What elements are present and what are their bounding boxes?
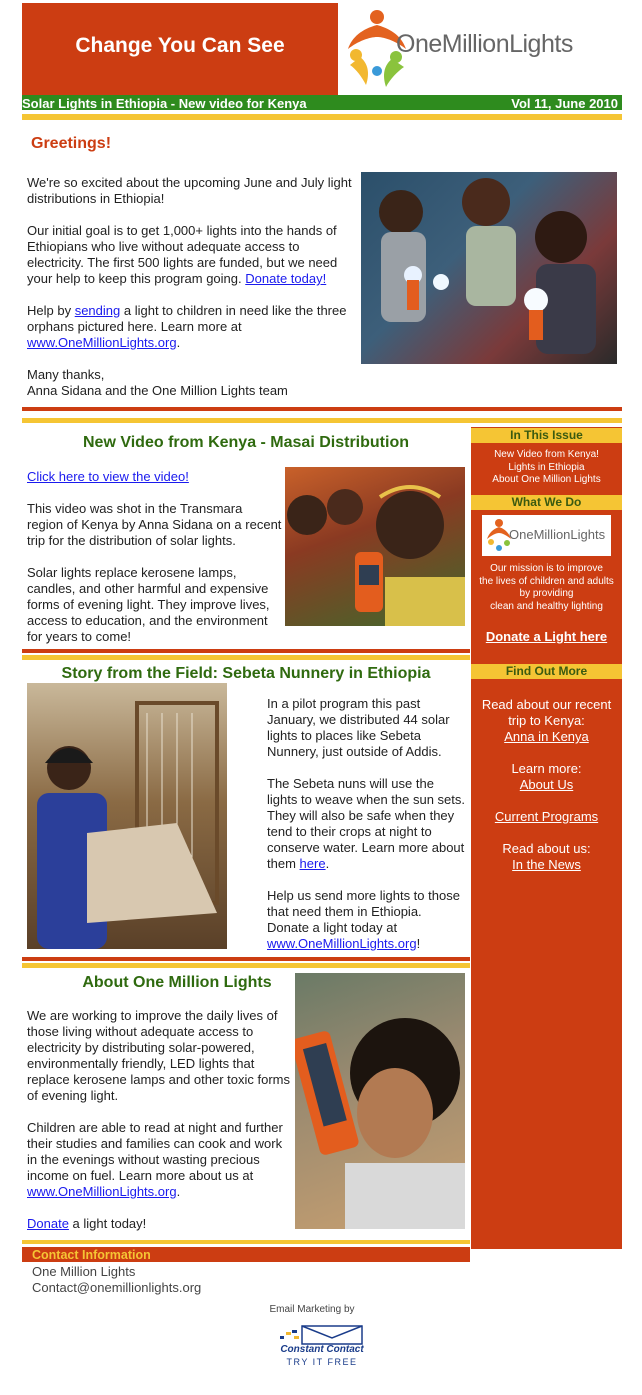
- about-section-title: About One Million Lights: [82, 974, 272, 991]
- greetings-p1: We're so excited about the upcoming June and July light distributions in Ethiopia!: [27, 175, 352, 206]
- divider: [22, 114, 622, 120]
- sidebar-logo: [482, 515, 611, 556]
- read-about-text: Read about us:: [502, 841, 591, 856]
- about-p2: Children are able to read at night and further their studies and families can cook and work in the evenings without wasting precious income on fuel. Learn more about us at www.OneMillionLights.org.: [27, 1120, 283, 1199]
- issue-item[interactable]: New Video from Kenya!: [494, 449, 599, 460]
- logo-text: OneMillionLights: [396, 30, 573, 58]
- girl-with-light-photo: [295, 973, 465, 1229]
- greetings-p2: Our initial goal is to get 1,000+ lights into the hands of Ethiopians who live without adequate access to electricity. The first 500 lights are funded, but we need your help to keep this program going. Donate today!: [27, 223, 338, 286]
- divider: [22, 649, 470, 653]
- girl-reading-image: [295, 973, 465, 1229]
- sidebar-logo-text: OneMillionLights: [509, 527, 606, 542]
- anna-in-kenya-link[interactable]: Anna in Kenya: [504, 729, 589, 744]
- in-the-news-link[interactable]: In the News: [512, 857, 581, 872]
- about-p3: Donate a light today!: [27, 1216, 147, 1231]
- constant-contact-brand: Constant Contact: [280, 1344, 364, 1355]
- contact-heading: Contact Information: [32, 1248, 151, 1262]
- contact-org: One Million Lights: [32, 1264, 136, 1279]
- about-us-link[interactable]: About Us: [519, 777, 574, 792]
- divider: [22, 407, 622, 411]
- donate-light-link[interactable]: Donate a Light here: [485, 629, 608, 644]
- divider: [22, 655, 470, 660]
- greetings-p3: Help by sending a light to children in need like the three orphans pictured here. Learn more at www.OneMillionLights.org.: [27, 303, 347, 350]
- view-video-link[interactable]: Click here to view the video!: [27, 469, 189, 484]
- email-marketing-text: Email Marketing by: [269, 1304, 355, 1315]
- issue-list: [471, 449, 622, 487]
- kenya-body: [27, 469, 282, 645]
- divider: [22, 963, 470, 968]
- masai-girls-image: [285, 467, 465, 626]
- donate-today-link[interactable]: Donate today!: [245, 271, 327, 286]
- kenya-section-title: New Video from Kenya - Masai Distribution: [83, 434, 409, 451]
- issue-volume: Vol 11, June 2010: [511, 96, 618, 111]
- kenya-p2: Solar lights replace kerosene lamps, candles, and other harmful and expensive forms of evening light. They improve lives, access to education, and the environment for years to come!: [27, 565, 270, 644]
- signature-line2: Anna Sidana and the One Million Lights team: [27, 383, 288, 398]
- donate-light-container: [471, 629, 622, 644]
- nun-weaving-image: [27, 683, 227, 949]
- try-it-free-text: TRY IT FREE: [286, 1357, 358, 1367]
- greetings-title: Greetings!: [31, 135, 112, 152]
- current-programs-link[interactable]: Current Programs: [494, 809, 599, 824]
- learn-more-text: Learn more:: [511, 761, 582, 776]
- website-link[interactable]: www.OneMillionLights.org: [267, 936, 417, 951]
- find-out-more-body: [478, 697, 615, 873]
- about-body: [27, 1008, 295, 1232]
- sebeta-p3: Help us send more lights to those that need them in Ethiopia. Donate a light today at www.OneMillionLights.org!: [267, 888, 460, 951]
- here-link[interactable]: here: [299, 856, 326, 871]
- sebeta-p1: In a pilot program this past January, we distributed 44 solar lights to places like Sebeta Nunnery, just outside of Addis.: [267, 696, 450, 759]
- donate-link[interactable]: Donate: [27, 1216, 69, 1231]
- about-p1: We are working to improve the daily lives of those living without adequate access to electricity by distributing solar-powered, environmentally friendly, LED lights that replace kerosene lamps and other toxic forms of evening light.: [27, 1008, 291, 1103]
- sebeta-body: [267, 696, 467, 952]
- divider: [22, 1240, 470, 1244]
- sebeta-p2: The Sebeta nuns will use the lights to weave when the sun sets. They will also be safe when they tend to their crops at night to conserve water. Learn more about them here.: [267, 776, 466, 871]
- masai-photo: [285, 467, 465, 626]
- in-this-issue-heading: In This Issue: [471, 428, 622, 443]
- sending-link[interactable]: sending: [74, 303, 121, 318]
- header-title: Change You Can See: [75, 34, 285, 57]
- greetings-body: [27, 175, 359, 399]
- signature-line1: Many thanks,: [27, 367, 105, 382]
- divider: [22, 418, 622, 423]
- find-out-more-heading: Find Out More: [471, 664, 622, 679]
- website-link[interactable]: www.OneMillionLights.org: [27, 1184, 177, 1199]
- read-recent-text: Read about our recent trip to Kenya:: [481, 697, 612, 728]
- what-we-do-heading: What We Do: [471, 495, 622, 510]
- contact-email[interactable]: Contact@onemillionlights.org: [32, 1280, 202, 1295]
- issue-item[interactable]: Lights in Ethiopia: [508, 461, 585, 473]
- website-link[interactable]: www.OneMillionLights.org: [27, 335, 177, 350]
- constant-contact-logo[interactable]: [272, 1322, 372, 1372]
- kenya-p1: This video was shot in the Transmara region of Kenya by Anna Sidana on a recent trip for the distribution of solar lights.: [27, 501, 282, 548]
- weaving-nun-photo: [27, 683, 227, 949]
- mission-text: Our mission is to improve the lives of children and adults by providing clean and healthy lighting: [479, 563, 614, 612]
- divider: [22, 957, 470, 961]
- banner-subtitle: Solar Lights in Ethiopia - New video for Kenya: [22, 96, 307, 111]
- orphans-photo: [361, 172, 617, 364]
- sebeta-section-title: Story from the Field: Sebeta Nunnery in Ethiopia: [61, 665, 431, 682]
- children-with-lights-image: [361, 172, 617, 364]
- issue-item[interactable]: About One Million Lights: [492, 474, 601, 485]
